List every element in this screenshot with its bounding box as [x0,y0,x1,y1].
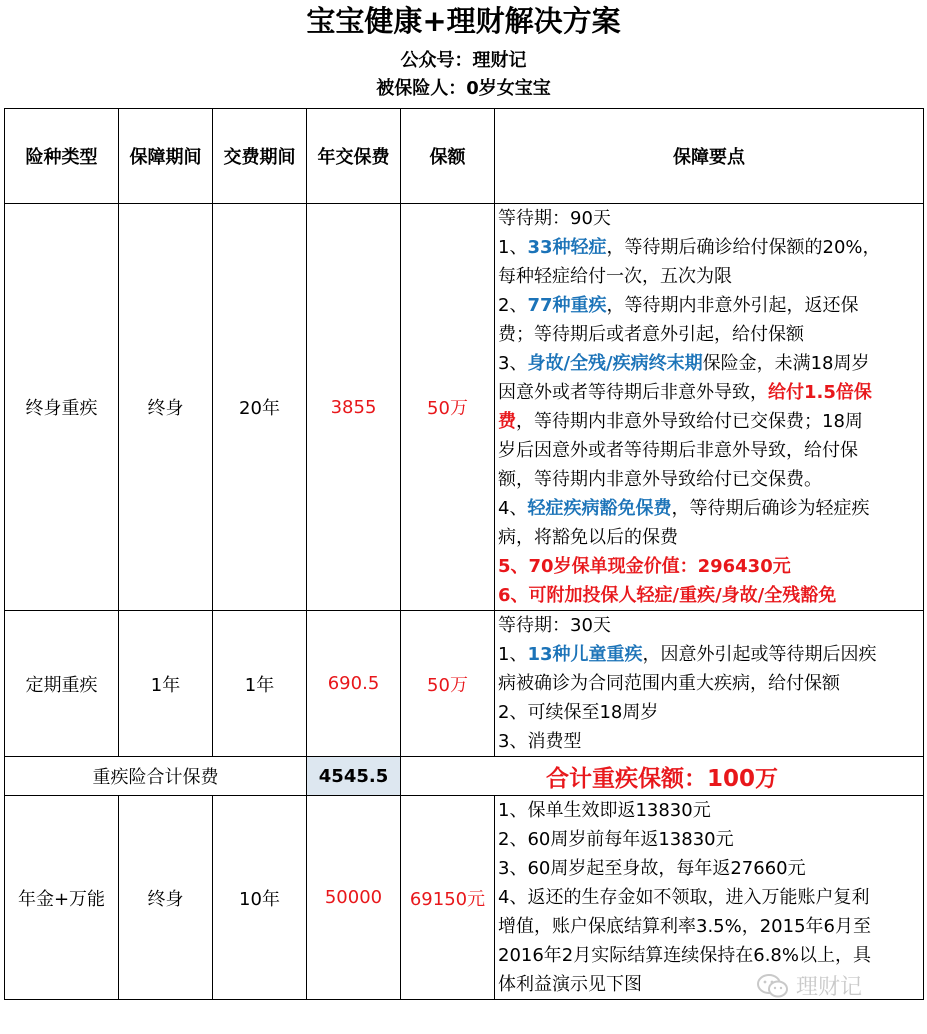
header-insurance-type: 险种类型 [5,109,119,204]
text-line: 病被确诊为合同范围内重大疾病，给付保额 [498,673,840,694]
header-coverage-period: 保障期间 [119,109,213,204]
row-key-points [495,796,924,1000]
header-key-points: 保障要点 [495,109,924,204]
text-line: 2、可续保至18周岁 [498,702,659,723]
row-premium: 3855 [307,204,401,611]
total-row [5,757,924,796]
text-line: 2、60周岁前每年返13830元 [498,829,734,850]
text-line: 5、70岁保单现金价值：296430元 [498,556,791,577]
text-line: 1、33种轻症，等待期后确诊给付保额的20%， [498,237,881,258]
account-label: 公众号：理财记 [400,50,527,71]
total-sum-insured: 合计重疾保额：100万 [401,757,924,796]
text-line: 3、消费型 [498,731,582,752]
header-sum-insured: 保额 [401,109,495,204]
table-row [5,796,924,1000]
header-payment-period: 交费期间 [213,109,307,204]
row-amount: 50万 [401,204,495,611]
insured-label: 被保险人：0岁女宝宝 [376,78,551,99]
text-line: 2、77种重疾，等待期内非意外引起，返还保 [498,295,859,316]
text-line: 3、60周岁起至身故，每年返27660元 [498,858,806,879]
row-period: 终身 [119,204,213,611]
text-line: 额，等待期内非意外导致给付已交保费。 [498,469,822,490]
row-key-points [495,611,924,757]
text-line: 1、13种儿童重疾，因意外引起或等待期后因疾 [498,644,877,665]
table-row [5,611,924,757]
row-pay-period: 20年 [213,204,307,611]
text-line: 6、可附加投保人轻症/重疾/身故/全残豁免 [498,585,837,606]
row-pay-period: 10年 [213,796,307,1000]
text-line: 2016年2月实际结算连续保持在6.8%以上，具 [498,945,871,966]
row-type: 终身重疾 [5,204,119,611]
row-amount: 69150元 [401,796,495,1000]
text-line: 体利益演示见下图 [498,974,642,995]
row-key-points [495,204,924,611]
row-premium: 50000 [307,796,401,1000]
text-line: 因意外或者等待期后非意外导致，给付1.5倍保 [498,382,872,403]
text-line: 等待期：90天 [498,208,611,229]
text-line: 增值，账户保底结算利率3.5%，2015年6月至 [498,916,871,937]
row-amount: 50万 [401,611,495,757]
total-premium: 4545.5 [307,757,401,796]
watermark-text: 理财记 [796,975,863,1000]
row-period: 1年 [119,611,213,757]
row-type: 定期重疾 [5,611,119,757]
text-line: 费，等待期内非意外导致给付已交保费；18周 [498,411,863,432]
row-type: 年金+万能 [5,796,119,1000]
text-line: 4、返还的生存金如不领取，进入万能账户复利 [498,887,870,908]
row-pay-period: 1年 [213,611,307,757]
text-line: 每种轻症给付一次，五次为限 [498,266,732,287]
table-row [5,204,924,611]
header-row [5,109,924,204]
header-annual-premium: 年交保费 [307,109,401,204]
text-line: 病，将豁免以后的保费 [498,527,678,548]
text-line: 岁后因意外或者等待期后非意外导致，给付保 [498,440,858,461]
text-line: 3、身故/全残/疾病终末期保险金，未满18周岁 [498,353,870,374]
text-line: 1、保单生效即返13830元 [498,800,711,821]
row-premium: 690.5 [307,611,401,757]
insurance-plan-table [4,108,924,1000]
text-line: 费；等待期后或者意外引起，给付保额 [498,324,804,345]
page-title: 宝宝健康+理财解决方案 [306,4,621,38]
wechat-icon [756,972,790,1000]
text-line: 等待期：30天 [498,615,611,636]
text-line: 4、轻症疾病豁免保费，等待期后确诊为轻症疾 [498,498,870,519]
watermark [756,970,862,1001]
row-period: 终身 [119,796,213,1000]
total-label: 重疾险合计保费 [5,757,307,796]
